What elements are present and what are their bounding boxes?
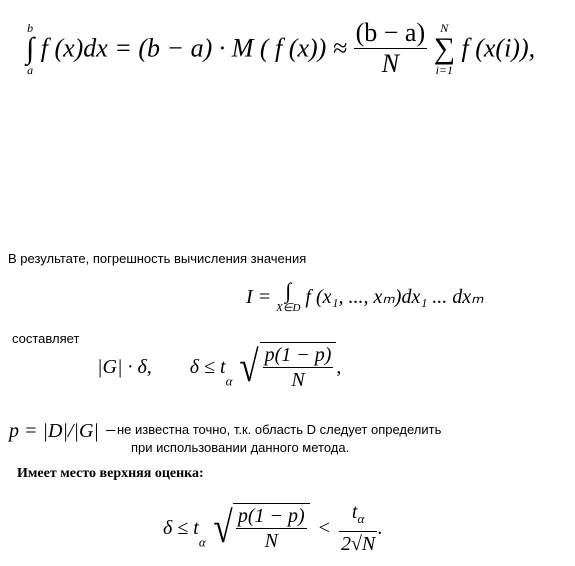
formula3-alpha: α: [225, 373, 233, 389]
formula1-fraction: [354, 18, 428, 79]
formula5-fraction: [339, 500, 377, 556]
formula1-rhs: f (x(i)),: [461, 33, 536, 63]
formula3-sqrt: [237, 342, 336, 392]
integral-sign: [26, 22, 34, 76]
formula5-sqrt-denominator: N: [236, 528, 307, 553]
formula5-sqrt: [211, 503, 310, 553]
formula3-part2: δ ≤ t: [189, 356, 226, 378]
sum-sign: [434, 22, 455, 76]
formula5-sqrt-numerator: p(1 − p): [237, 505, 305, 527]
formula2-integral-symbol: ∫: [285, 278, 292, 303]
formula5-alpha: α: [198, 534, 206, 550]
formula5-sqrt-fraction: [236, 504, 307, 553]
formula1-fraction-numerator: (b − a): [355, 18, 426, 47]
integral-symbol: ∫: [26, 31, 35, 65]
integral-lower-limit: a: [27, 62, 34, 77]
formula-integral-over-domain: [246, 280, 484, 314]
formula5-tail: .: [377, 517, 383, 539]
result-paragraph: В результате, погрешность вычисления значения: [8, 251, 307, 266]
formula5-fraction-denominator: 2√N: [340, 533, 376, 555]
integral-upper-limit: b: [27, 20, 34, 35]
sum-symbol: ∑: [433, 31, 455, 65]
sqrt-symbol: √: [213, 503, 233, 552]
formula5-less-than: <: [318, 517, 330, 539]
formula1-fraction-denominator: N: [354, 48, 428, 79]
p-ratio-note-line1: не известна точно, т.к. область D следует определить: [117, 422, 442, 437]
formula3-part1: |G| · δ,: [97, 356, 152, 378]
formula5-t: t: [351, 501, 358, 523]
formula2-lhs: I =: [246, 286, 272, 308]
formula5-lhs: δ ≤ t: [163, 517, 199, 539]
formula-p-ratio: p = |D|/|G| −: [9, 420, 118, 442]
formula-error-estimate: [97, 342, 341, 394]
amount-label: составляет: [12, 331, 80, 346]
formula3-tail: ,: [336, 356, 342, 378]
formula3-sqrt-numerator: p(1 − p): [264, 344, 332, 366]
sum-lower-limit: i=1: [435, 62, 454, 77]
formula-monte-carlo-integral: [26, 18, 535, 79]
sum-upper-limit: N: [440, 20, 449, 35]
p-ratio-note-line2: при использовании данного метода.: [131, 440, 350, 455]
upper-bound-heading: Имеет место верхняя оценка:: [17, 466, 204, 481]
formula1-lhs: f (x)dx = (b − a) · M ( f (x)) ≈: [40, 33, 348, 63]
formula2-integral-lower: X∈D: [276, 302, 301, 314]
formula5-fraction-numerator: [339, 500, 377, 531]
sqrt-symbol: √: [239, 342, 260, 391]
formula2-integral-sign: [276, 280, 300, 314]
formula3-sqrt-denominator: N: [263, 367, 334, 392]
formula5-t-alpha: α: [357, 511, 365, 526]
formula2-body: f (x₁, ..., xₘ)dx₁ ... dxₘ: [305, 286, 484, 308]
formula3-sqrt-fraction: [263, 343, 334, 392]
formula-upper-bound: [163, 500, 382, 556]
